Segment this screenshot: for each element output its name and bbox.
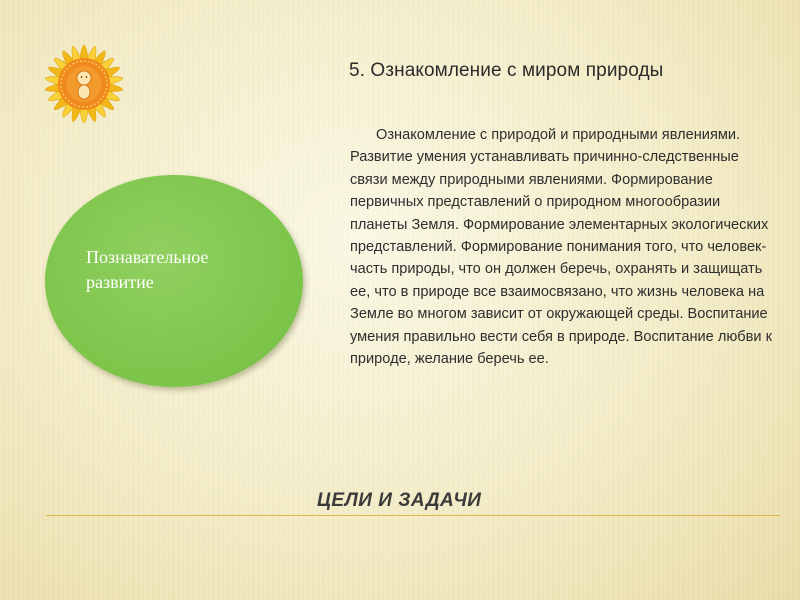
sun-logo-icon bbox=[28, 28, 140, 140]
divider-line bbox=[46, 515, 780, 516]
category-label-line1: Познавательное bbox=[86, 247, 209, 267]
body-text: Ознакомление с природой и природными явлениями. Развитие умения устанавливать причинно-следственные связи между природными явлениями. Формирование первичных представлений о природном многообразии планеты Земля. Формирование элементарных экологических представлений. Формирование понимания того, что человек- часть природы, что он должен беречь, охранять и защищать ее, что в природе все взаимосвязано, что жизнь человека на Земле во многом зависит от окружающей среды. Воспитание умения правильно вести себя в природе. Воспитание любви к природе, желание беречь ее. bbox=[350, 127, 772, 368]
category-label bbox=[86, 245, 208, 295]
category-label-line2: развитие bbox=[86, 272, 154, 292]
slide-heading: 5. Ознакомление с миром природы bbox=[349, 60, 664, 81]
footer-title: ЦЕЛИ И ЗАДАЧИ bbox=[317, 490, 482, 511]
